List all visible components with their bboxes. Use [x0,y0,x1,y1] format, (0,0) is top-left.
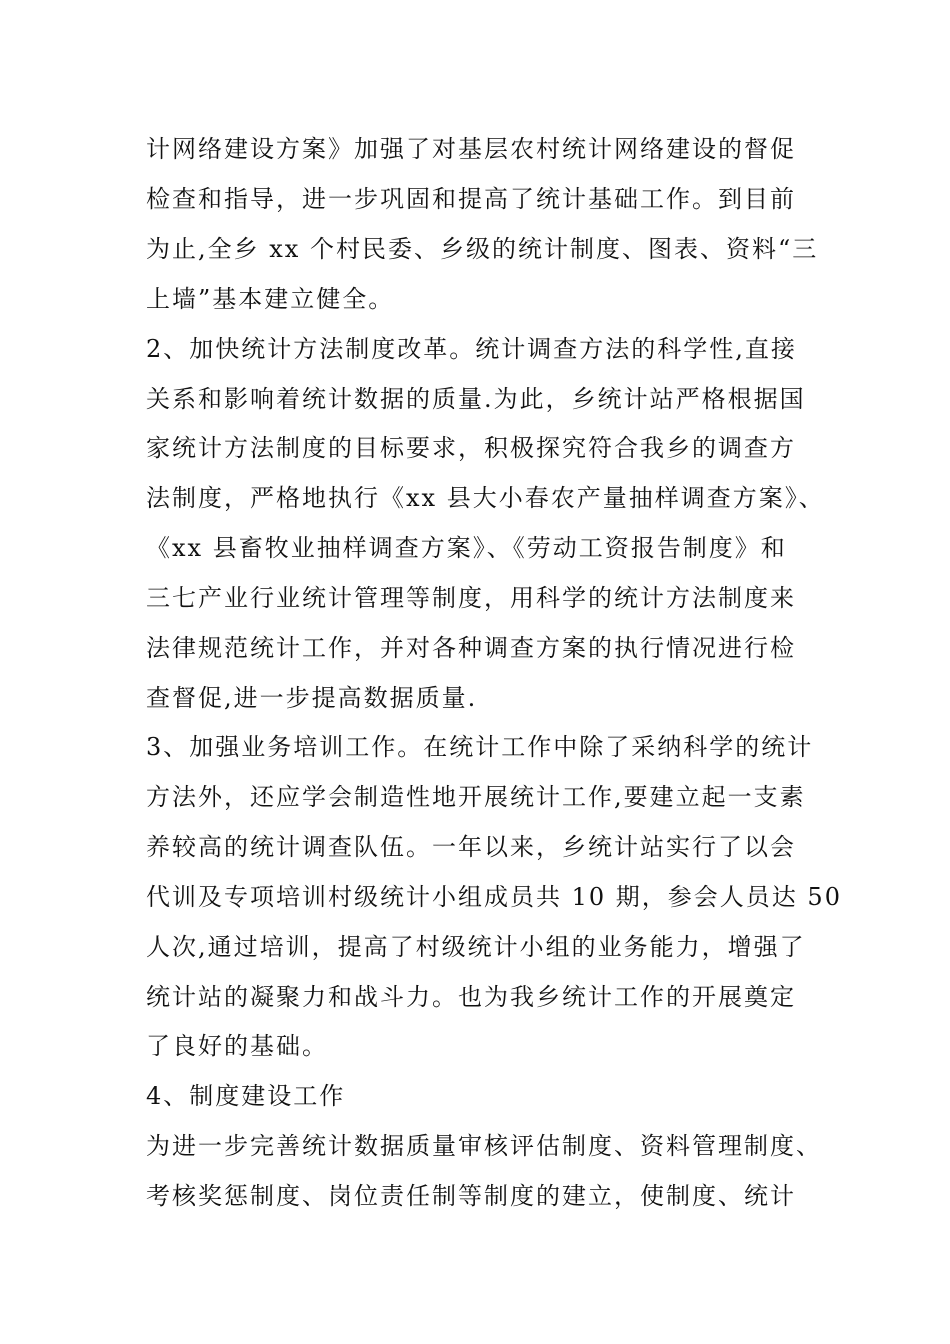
text-line: 法制度，严格地执行《xx 县大小春农产量抽样调查方案》、 [146,484,825,512]
text-line: 2、加快统计方法制度改革。统计调查方法的科学性,直接 [146,335,797,363]
text-line: 3、加强业务培训工作。在统计工作中除了采纳科学的统计 [146,733,814,761]
text-line: 上墙”基本建立健全。 [146,285,395,313]
text-line: 关系和影响着统计数据的质量.为此，乡统计站严格根据国 [146,385,806,413]
text-line: 统计站的凝聚力和战斗力。也为我乡统计工作的开展奠定 [146,983,796,1011]
text-line: 查督促,进一步提高数据质量. [146,684,478,712]
text-line: 人次,通过培训，提高了村级统计小组的业务能力，增强了 [146,933,806,961]
text-line: 《xx 县畜牧业抽样调查方案》、《劳动工资报告制度》和 [146,534,787,562]
text-line: 三七产业行业统计管理等制度，用科学的统计方法制度来 [146,584,796,612]
text-line: 养较高的统计调查队伍。一年以来，乡统计站实行了以会 [146,833,796,861]
text-line: 4、制度建设工作 [146,1082,346,1110]
text-line: 检查和指导，进一步巩固和提高了统计基础工作。到目前 [146,185,796,213]
text-line: 方法外，还应学会制造性地开展统计工作,要建立起一支素 [146,783,806,811]
text-line: 为止,全乡 xx 个村民委、乡级的统计制度、图表、资料“三 [146,235,819,263]
text-line: 考核奖惩制度、岗位责任制等制度的建立，使制度、统计 [146,1182,796,1210]
text-line: 计网络建设方案》加强了对基层农村统计网络建设的督促 [146,135,796,163]
text-line: 了良好的基础。 [146,1032,328,1060]
text-line: 代训及专项培训村级统计小组成员共 10 期，参会人员达 50 [146,883,842,911]
text-line: 法律规范统计工作，并对各种调查方案的执行情况进行检 [146,634,796,662]
text-line: 家统计方法制度的目标要求，积极探究符合我乡的调查方 [146,434,796,462]
text-line: 为进一步完善统计数据质量审核评估制度、资料管理制度、 [146,1132,822,1160]
